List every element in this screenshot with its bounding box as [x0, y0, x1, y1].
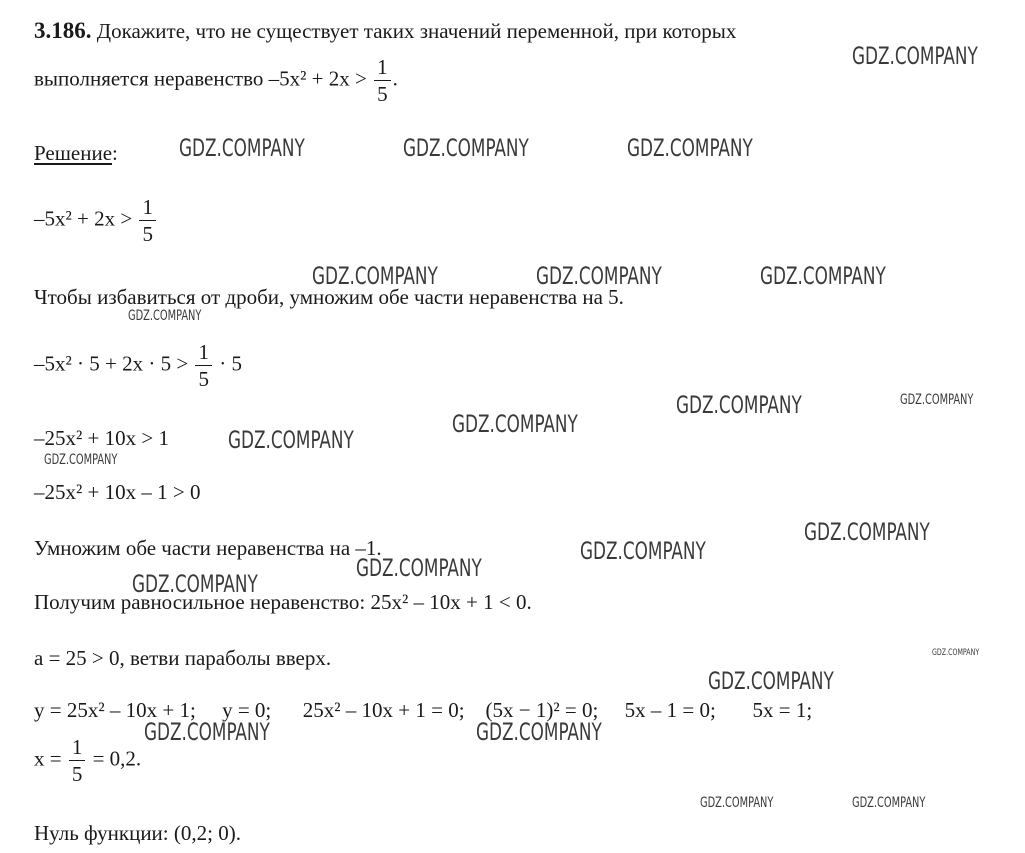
problem-line-2: выполняется неравенство –5x² + 2x > $\frac{1}{5}$ .	[34, 55, 398, 107]
watermark: GDZ.COMPANY	[804, 518, 930, 546]
solution-line-4: –25x² + 10x > 1	[34, 426, 169, 450]
watermark: GDZ.COMPANY	[128, 308, 202, 324]
fraction: $\frac{1}{5}$	[374, 56, 391, 105]
watermark: GDZ.COMPANY	[852, 42, 978, 70]
watermark: GDZ.COMPANY	[356, 554, 482, 582]
watermark: GDZ.COMPANY	[760, 262, 886, 290]
solution-line-2: Чтобы избавиться от дроби, умножим обе части неравенства на 5.	[34, 285, 624, 309]
watermark: GDZ.COMPANY	[132, 570, 258, 598]
watermark: GDZ.COMPANY	[708, 667, 834, 695]
watermark: GDZ.COMPANY	[144, 718, 270, 746]
watermark: GDZ.COMPANY	[676, 391, 802, 419]
watermark: GDZ.COMPANY	[580, 537, 706, 565]
watermark: GDZ.COMPANY	[627, 134, 753, 162]
watermark: GDZ.COMPANY	[536, 262, 662, 290]
solution-line-1: –5x² + 2x > $\frac{1}{5}$	[34, 196, 158, 245]
solution-line-3: –5x² · 5 + 2x · 5 > $\frac{1}{5}$ · 5	[34, 340, 242, 392]
watermark: GDZ.COMPANY	[403, 134, 529, 162]
solution-line-7: Получим равносильное неравенство: 25x² – 10x + 1 < 0.	[34, 590, 532, 614]
problem-line-1	[34, 19, 736, 42]
fraction: $\frac{1}{5}$	[69, 736, 86, 785]
watermark: GDZ.COMPANY	[700, 795, 774, 811]
watermark: GDZ.COMPANY	[932, 648, 980, 658]
watermark: GDZ.COMPANY	[852, 795, 926, 811]
watermark: GDZ.COMPANY	[44, 452, 118, 468]
watermark: GDZ.COMPANY	[179, 134, 305, 162]
solution-line-8: a = 25 > 0, ветви параболы вверх.	[34, 646, 332, 670]
solution-line-9: y = 25x² – 10x + 1; y = 0; 25x² – 10x + 1 = 0; (5x − 1)² = 0; 5x – 1 = 0; 5x = 1;	[34, 698, 813, 722]
problem-number: 3.186.	[34, 18, 92, 43]
problem-text-2: выполняется неравенство	[34, 66, 264, 91]
watermark: GDZ.COMPANY	[312, 262, 438, 290]
solution-line-5: –25x² + 10x – 1 > 0	[34, 480, 201, 504]
solution-line-10: x = $\frac{1}{5}$ = 0,2.	[34, 735, 142, 787]
solution-line-11: Нуль функции: (0,2; 0).	[34, 821, 241, 845]
watermark: GDZ.COMPANY	[900, 392, 974, 408]
watermark: GDZ.COMPANY	[452, 410, 578, 438]
fraction: $\frac{1}{5}$	[195, 341, 212, 390]
watermark: GDZ.COMPANY	[476, 718, 602, 746]
problem-text: Докажите, что не существует таких значений переменной, при которых	[96, 19, 737, 43]
problem-inequality: –5x² + 2x >	[268, 66, 367, 91]
watermark: GDZ.COMPANY	[228, 426, 354, 454]
fraction: $\frac{1}{5}$	[139, 196, 156, 245]
solution-heading: Решение:	[34, 141, 118, 165]
solution-line-6: Умножим обе части неравенства на –1.	[34, 536, 382, 560]
